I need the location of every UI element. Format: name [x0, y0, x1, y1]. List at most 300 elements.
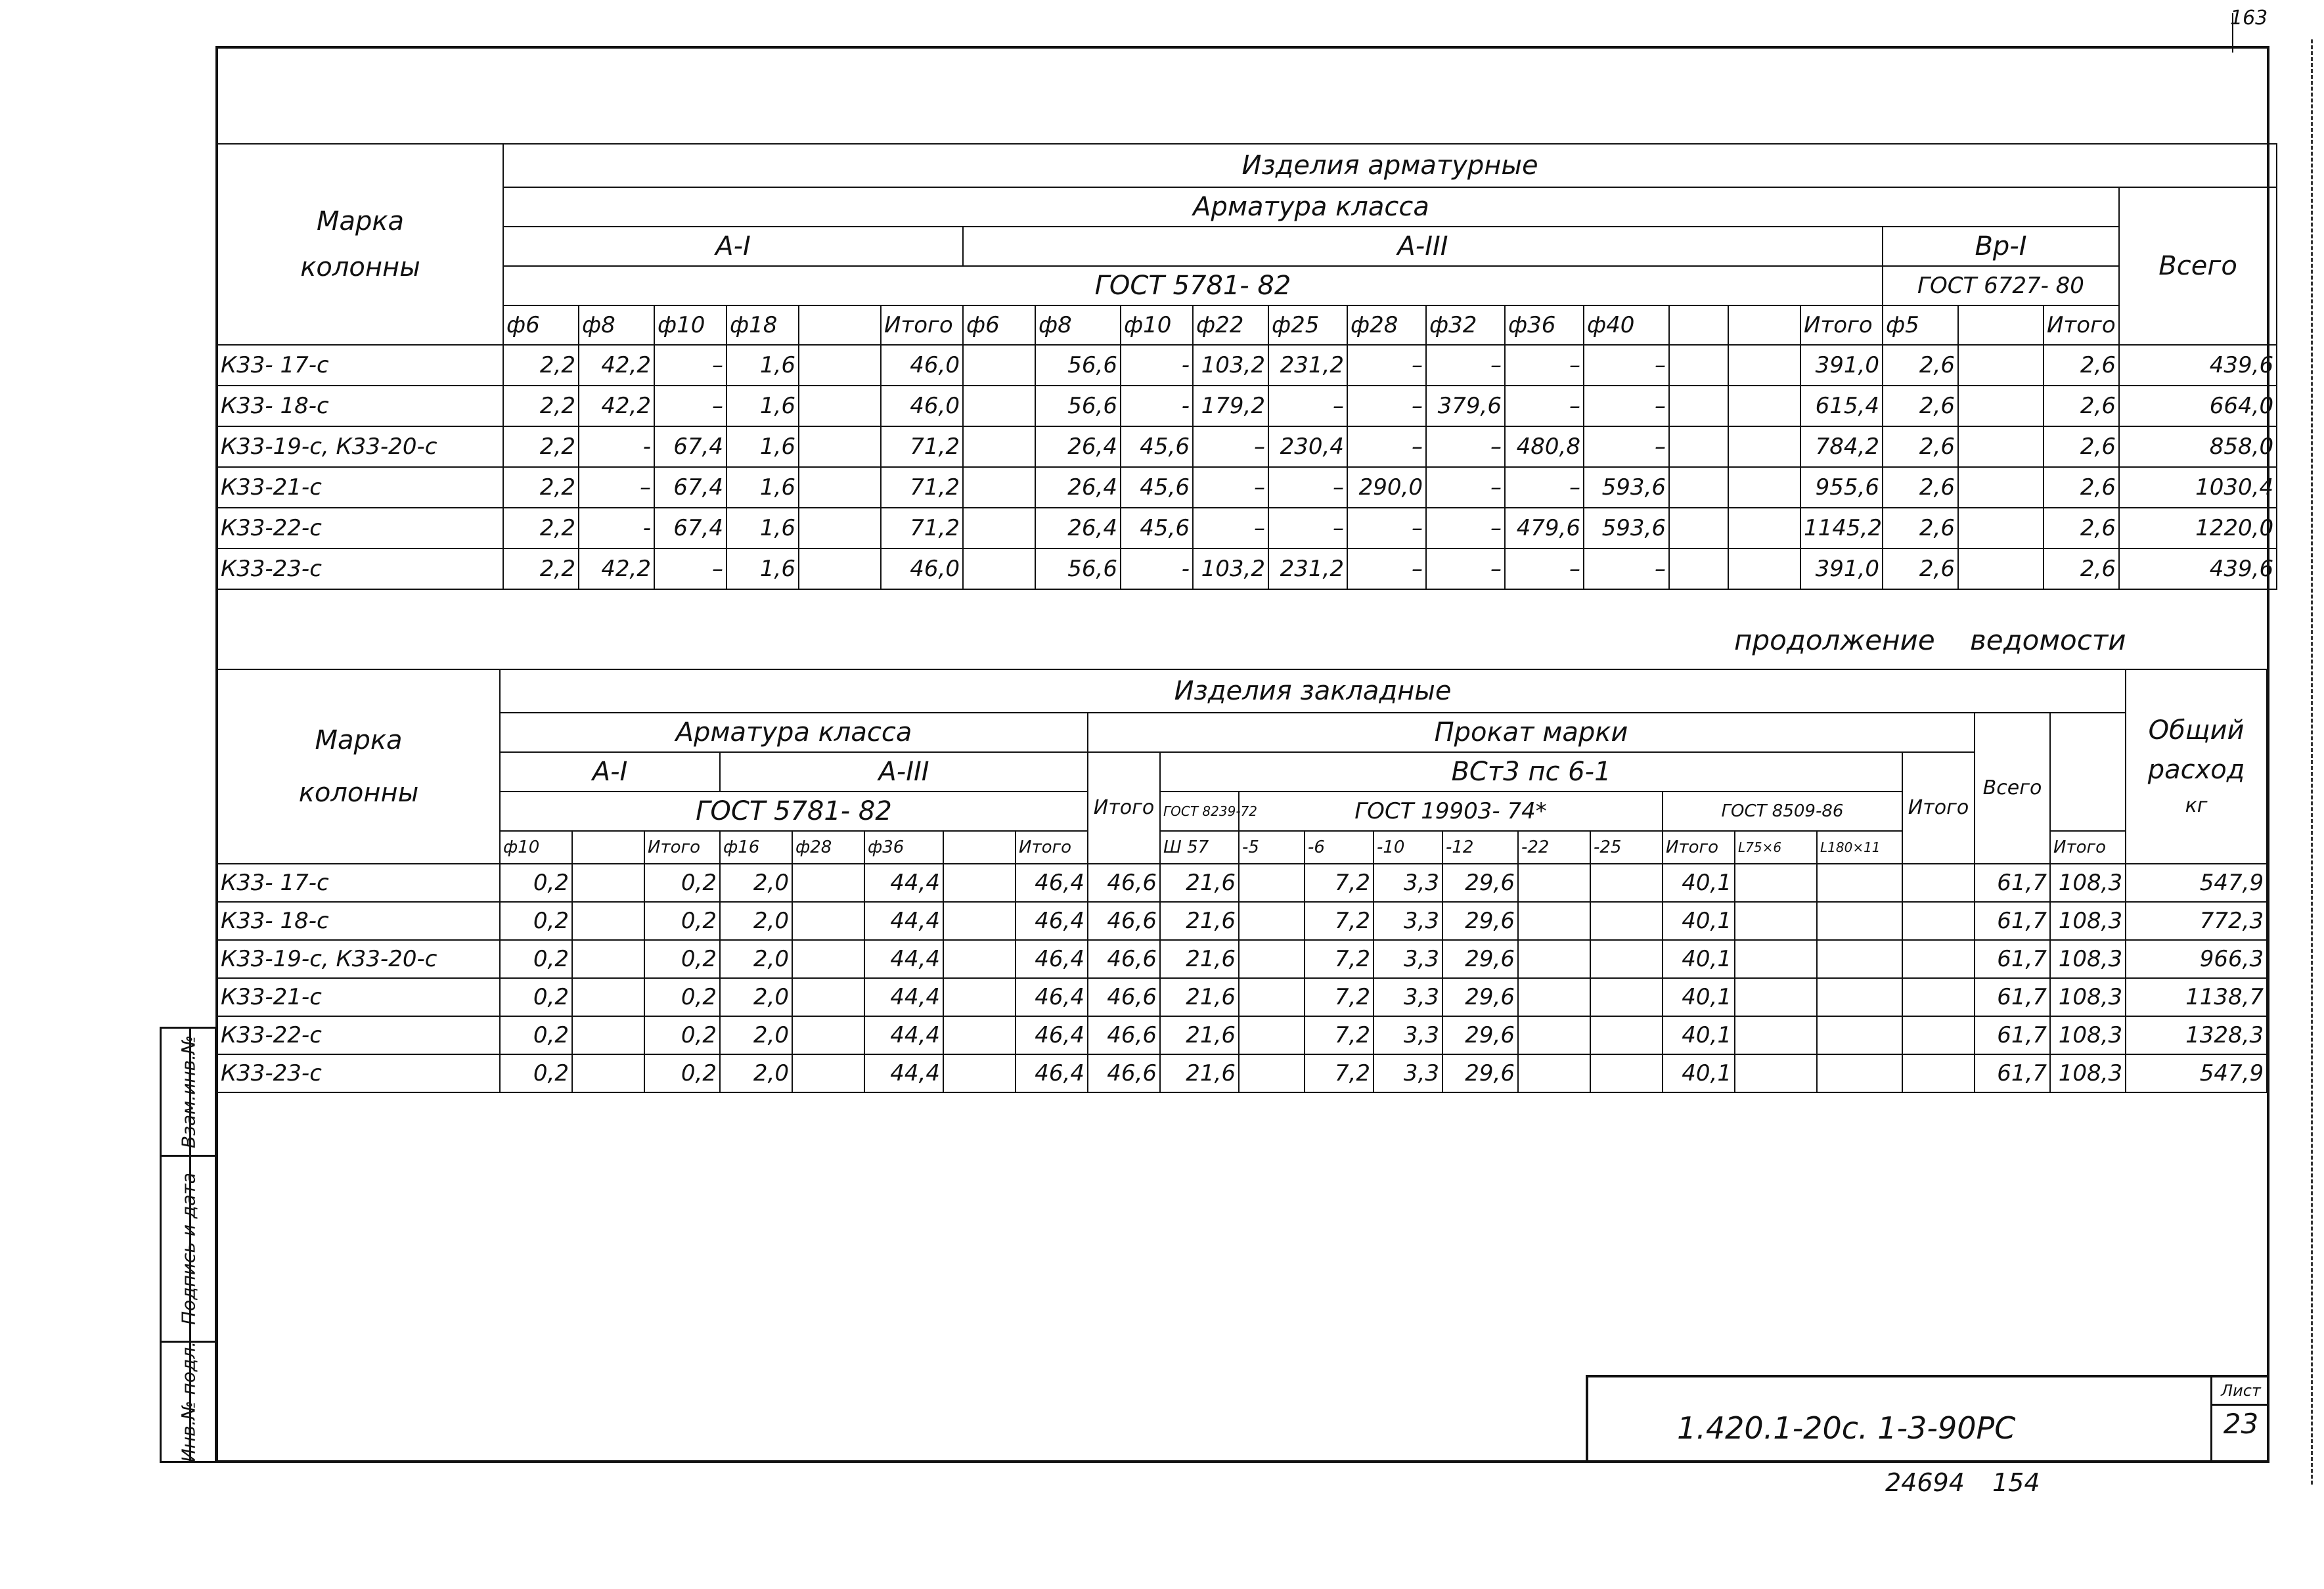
- column-mark-cell: К33- 17-с: [217, 864, 500, 902]
- value-cell: [799, 426, 881, 467]
- value-cell: [1669, 548, 1728, 589]
- t2-armatura-header: Арматура класса: [500, 713, 1088, 752]
- t2-gost-8240: ГОСТ 8239-72: [1160, 792, 1239, 831]
- t2-gost-19903: ГОСТ 19903- 74*: [1239, 792, 1663, 831]
- value-cell: –: [1347, 426, 1426, 467]
- t1-col-header: ф25: [1268, 305, 1347, 345]
- total-cell: 547,9: [2126, 1054, 2267, 1092]
- sheet-number: 23: [2223, 1408, 2259, 1440]
- value-cell: [1590, 902, 1663, 940]
- value-cell: [1518, 1016, 1590, 1054]
- t1-col-header: ф6: [503, 305, 579, 345]
- value-cell: 61,7: [1975, 978, 2050, 1016]
- value-cell: [943, 1016, 1016, 1054]
- value-cell: –: [654, 345, 726, 386]
- value-cell: [572, 864, 644, 902]
- t1-class-a1: А-I: [503, 227, 963, 266]
- total-cell: 1138,7: [2126, 978, 2267, 1016]
- value-cell: 21,6: [1160, 1016, 1239, 1054]
- t2-table-row: [217, 978, 2267, 1016]
- t2-col-header: -22: [1518, 831, 1590, 864]
- value-cell: 1,6: [726, 345, 799, 386]
- t2-col-header: Итого: [1016, 831, 1088, 864]
- t1-mark-header-line2: колонны: [300, 252, 420, 282]
- value-cell: –: [1426, 345, 1505, 386]
- value-cell: [572, 1016, 644, 1054]
- t1-col-header: [1728, 305, 1800, 345]
- value-cell: [1735, 864, 1817, 902]
- total-cell: 439,6: [2119, 548, 2277, 589]
- value-cell: 2,6: [1883, 345, 1958, 386]
- value-cell: -: [1121, 548, 1193, 589]
- value-cell: [943, 864, 1016, 902]
- sheet-box: [2210, 1377, 2269, 1463]
- value-cell: 67,4: [654, 426, 726, 467]
- value-cell: 7,2: [1305, 864, 1374, 902]
- t2-col-header: ф10: [500, 831, 572, 864]
- value-cell: 2,0: [720, 902, 792, 940]
- value-cell: [1518, 902, 1590, 940]
- value-cell: [1669, 386, 1728, 426]
- value-cell: [1735, 1016, 1817, 1054]
- t1-col-header: ф6: [963, 305, 1035, 345]
- t1-col-header: ф28: [1347, 305, 1426, 345]
- t1-col-header: ф8: [1035, 305, 1121, 345]
- t2-table-row: [217, 1016, 2267, 1054]
- continuation-label: продолжение ведомости: [1734, 624, 2126, 656]
- value-cell: 46,6: [1088, 902, 1160, 940]
- value-cell: 29,6: [1442, 1054, 1518, 1092]
- column-mark-cell: К33-21-с: [217, 978, 500, 1016]
- value-cell: [943, 902, 1016, 940]
- value-cell: 7,2: [1305, 1054, 1374, 1092]
- value-cell: 230,4: [1268, 426, 1347, 467]
- value-cell: –: [1426, 467, 1505, 508]
- value-cell: [1239, 1054, 1305, 1092]
- t2-mark-header-line1: Марка: [315, 725, 403, 755]
- value-cell: 7,2: [1305, 940, 1374, 978]
- column-mark-cell: К33-23-с: [217, 548, 503, 589]
- value-cell: [1239, 902, 1305, 940]
- value-cell: 615,4: [1800, 386, 1883, 426]
- value-cell: 40,1: [1663, 902, 1735, 940]
- value-cell: 2,2: [503, 467, 579, 508]
- value-cell: 42,2: [579, 386, 654, 426]
- total-cell: 664,0: [2119, 386, 2277, 426]
- t1-col-header: [1669, 305, 1728, 345]
- t1-gost-b: ГОСТ 6727- 80: [1883, 266, 2119, 305]
- value-cell: –: [1584, 345, 1669, 386]
- value-cell: 2,6: [2044, 426, 2119, 467]
- value-cell: [572, 1054, 644, 1092]
- value-cell: –: [654, 548, 726, 589]
- value-cell: 61,7: [1975, 902, 2050, 940]
- value-cell: 108,3: [2050, 1054, 2126, 1092]
- value-cell: 2,2: [503, 426, 579, 467]
- value-cell: –: [1426, 426, 1505, 467]
- value-cell: 290,0: [1347, 467, 1426, 508]
- t1-col-header: ф18: [726, 305, 799, 345]
- value-cell: [1902, 864, 1975, 902]
- value-cell: 0,2: [644, 864, 720, 902]
- value-cell: 2,6: [1883, 426, 1958, 467]
- value-cell: 26,4: [1035, 508, 1121, 548]
- value-cell: 44,4: [864, 1016, 943, 1054]
- value-cell: 40,1: [1663, 940, 1735, 978]
- value-cell: [1958, 426, 2044, 467]
- value-cell: 0,2: [500, 902, 572, 940]
- value-cell: 1,6: [726, 548, 799, 589]
- value-cell: 44,4: [864, 978, 943, 1016]
- value-cell: 2,2: [503, 548, 579, 589]
- archive-number: 24694 154: [1885, 1468, 2040, 1497]
- value-cell: [943, 940, 1016, 978]
- value-cell: 45,6: [1121, 426, 1193, 467]
- t1-body: [217, 345, 2277, 589]
- value-cell: 46,0: [881, 345, 963, 386]
- value-cell: 0,2: [644, 902, 720, 940]
- value-cell: –: [1505, 548, 1584, 589]
- value-cell: 61,7: [1975, 864, 2050, 902]
- t1-vsego-header: Всего: [2119, 187, 2277, 345]
- value-cell: 21,6: [1160, 978, 1239, 1016]
- value-cell: [1817, 978, 1902, 1016]
- value-cell: 1,6: [726, 508, 799, 548]
- value-cell: [963, 386, 1035, 426]
- value-cell: 108,3: [2050, 978, 2126, 1016]
- value-cell: 44,4: [864, 1054, 943, 1092]
- value-cell: 42,2: [579, 548, 654, 589]
- value-cell: [1590, 864, 1663, 902]
- value-cell: 231,2: [1268, 548, 1347, 589]
- value-cell: –: [654, 386, 726, 426]
- column-mark-cell: К33- 17-с: [217, 345, 503, 386]
- value-cell: [1518, 864, 1590, 902]
- value-cell: 955,6: [1800, 467, 1883, 508]
- value-cell: 29,6: [1442, 864, 1518, 902]
- t2-table-row: [217, 1054, 2267, 1092]
- value-cell: [1902, 940, 1975, 978]
- value-cell: 2,2: [503, 386, 579, 426]
- value-cell: –: [1584, 386, 1669, 426]
- value-cell: [1817, 864, 1902, 902]
- value-cell: 391,0: [1800, 548, 1883, 589]
- value-cell: [792, 864, 864, 902]
- value-cell: –: [1505, 467, 1584, 508]
- side-approval-strip: [160, 1027, 217, 1463]
- value-cell: [572, 902, 644, 940]
- t2-gost-a: ГОСТ 5781- 82: [500, 792, 1088, 831]
- value-cell: 1145,2: [1800, 508, 1883, 548]
- t1-col-header: ф10: [1121, 305, 1193, 345]
- value-cell: –: [1268, 386, 1347, 426]
- value-cell: 61,7: [1975, 1054, 2050, 1092]
- value-cell: 103,2: [1193, 345, 1268, 386]
- embedded-items-table: [217, 669, 2268, 1093]
- total-cell: 1030,4: [2119, 467, 2277, 508]
- value-cell: [1518, 1054, 1590, 1092]
- value-cell: 40,1: [1663, 978, 1735, 1016]
- value-cell: –: [1347, 345, 1426, 386]
- total-cell: 439,6: [2119, 345, 2277, 386]
- value-cell: 21,6: [1160, 1054, 1239, 1092]
- value-cell: [799, 386, 881, 426]
- column-mark-cell: К33-19-с, К33-20-с: [217, 940, 500, 978]
- total-cell: 966,3: [2126, 940, 2267, 978]
- value-cell: [1669, 345, 1728, 386]
- value-cell: [1735, 940, 1817, 978]
- side-label-podpis: Подпись и дата: [177, 1173, 199, 1325]
- column-mark-cell: К33-21-с: [217, 467, 503, 508]
- t2-obshiy-header: [2126, 669, 2267, 864]
- t1-col-header: ф10: [654, 305, 726, 345]
- t2-col-header: Итого: [1663, 831, 1735, 864]
- value-cell: 0,2: [644, 1054, 720, 1092]
- value-cell: 1,6: [726, 467, 799, 508]
- t1-class-bp1: Вр-I: [1883, 227, 2119, 266]
- value-cell: 2,6: [2044, 386, 2119, 426]
- value-cell: [1902, 978, 1975, 1016]
- t1-col-header: Итого: [2044, 305, 2119, 345]
- column-mark-cell: К33- 18-с: [217, 386, 503, 426]
- value-cell: 44,4: [864, 902, 943, 940]
- side-cell-podpis: [162, 1157, 215, 1343]
- value-cell: 0,2: [644, 1016, 720, 1054]
- t2-prokat-header: Прокат марки: [1088, 713, 1975, 752]
- value-cell: 46,4: [1016, 864, 1088, 902]
- value-cell: 29,6: [1442, 940, 1518, 978]
- value-cell: 46,0: [881, 548, 963, 589]
- value-cell: 2,2: [503, 508, 579, 548]
- value-cell: 29,6: [1442, 978, 1518, 1016]
- t2-class-a1: А-I: [500, 752, 720, 792]
- reinforcement-table: [217, 143, 2277, 590]
- value-cell: 2,0: [720, 1054, 792, 1092]
- value-cell: [1728, 467, 1800, 508]
- value-cell: 108,3: [2050, 1016, 2126, 1054]
- t2-itogo-header: Итого: [1088, 752, 1160, 864]
- value-cell: –: [1505, 345, 1584, 386]
- column-mark-cell: К33- 18-с: [217, 902, 500, 940]
- t1-table-row: [217, 508, 2277, 548]
- value-cell: 21,6: [1160, 902, 1239, 940]
- value-cell: 231,2: [1268, 345, 1347, 386]
- value-cell: 44,4: [864, 940, 943, 978]
- value-cell: 391,0: [1800, 345, 1883, 386]
- t1-table-row: [217, 548, 2277, 589]
- t2-vsego-header: Всего: [1975, 713, 2050, 864]
- value-cell: [792, 940, 864, 978]
- value-cell: 46,6: [1088, 978, 1160, 1016]
- t1-col-header: ф40: [1584, 305, 1669, 345]
- value-cell: 67,4: [654, 467, 726, 508]
- value-cell: 108,3: [2050, 940, 2126, 978]
- value-cell: 3,3: [1374, 1054, 1442, 1092]
- value-cell: 45,6: [1121, 508, 1193, 548]
- t2-mark-header: [217, 669, 500, 864]
- value-cell: 46,4: [1016, 978, 1088, 1016]
- value-cell: [1728, 426, 1800, 467]
- t2-itogo2-header: Итого: [1902, 752, 1975, 864]
- value-cell: 2,0: [720, 864, 792, 902]
- value-cell: 44,4: [864, 864, 943, 902]
- value-cell: 784,2: [1800, 426, 1883, 467]
- value-cell: [1735, 902, 1817, 940]
- column-mark-cell: К33-19-с, К33-20-с: [217, 426, 503, 467]
- column-mark-cell: К33-22-с: [217, 1016, 500, 1054]
- t2-table-row: [217, 864, 2267, 902]
- value-cell: [963, 467, 1035, 508]
- t1-col-header: ф5: [1883, 305, 1958, 345]
- value-cell: –: [1347, 386, 1426, 426]
- value-cell: 2,6: [1883, 386, 1958, 426]
- value-cell: –: [1584, 548, 1669, 589]
- t2-obshiy-line3: кг: [2185, 794, 2208, 817]
- value-cell: [963, 426, 1035, 467]
- value-cell: 71,2: [881, 508, 963, 548]
- right-margin-marks: [2311, 39, 2314, 1485]
- value-cell: [943, 1054, 1016, 1092]
- value-cell: 179,2: [1193, 386, 1268, 426]
- value-cell: –: [1268, 508, 1347, 548]
- value-cell: 46,4: [1016, 902, 1088, 940]
- t1-col-header: ф32: [1426, 305, 1505, 345]
- value-cell: [963, 508, 1035, 548]
- t1-table-row: [217, 345, 2277, 386]
- value-cell: [1817, 940, 1902, 978]
- t2-table-row: [217, 940, 2267, 978]
- value-cell: [792, 1054, 864, 1092]
- side-cell-inv: [162, 1343, 215, 1461]
- value-cell: 2,6: [2044, 467, 2119, 508]
- value-cell: [963, 345, 1035, 386]
- value-cell: –: [1426, 548, 1505, 589]
- t2-col-header: Ш 57: [1160, 831, 1239, 864]
- value-cell: –: [1347, 548, 1426, 589]
- value-cell: 46,6: [1088, 940, 1160, 978]
- t2-col-header: L180×11: [1817, 831, 1902, 864]
- value-cell: –: [1193, 467, 1268, 508]
- value-cell: [963, 548, 1035, 589]
- value-cell: [1735, 978, 1817, 1016]
- value-cell: -: [579, 508, 654, 548]
- value-cell: 2,6: [1883, 508, 1958, 548]
- t1-column-headers: [217, 305, 2277, 345]
- value-cell: 0,2: [500, 1016, 572, 1054]
- value-cell: 21,6: [1160, 940, 1239, 978]
- value-cell: 26,4: [1035, 426, 1121, 467]
- t1-col-header: ф22: [1193, 305, 1268, 345]
- value-cell: 56,6: [1035, 386, 1121, 426]
- t1-gost-a: ГОСТ 5781- 82: [503, 266, 1883, 305]
- value-cell: 1,6: [726, 386, 799, 426]
- t1-col-header: [799, 305, 881, 345]
- value-cell: [1669, 426, 1728, 467]
- value-cell: [1817, 1054, 1902, 1092]
- value-cell: [572, 978, 644, 1016]
- value-cell: –: [1584, 426, 1669, 467]
- value-cell: –: [1347, 508, 1426, 548]
- t1-mark-header: [217, 144, 503, 345]
- value-cell: 7,2: [1305, 978, 1374, 1016]
- value-cell: [1817, 1016, 1902, 1054]
- t2-col-header: Итого: [644, 831, 720, 864]
- value-cell: 103,2: [1193, 548, 1268, 589]
- value-cell: 29,6: [1442, 902, 1518, 940]
- value-cell: [1239, 864, 1305, 902]
- value-cell: [1902, 1054, 1975, 1092]
- value-cell: 7,2: [1305, 1016, 1374, 1054]
- t2-body: [217, 864, 2267, 1092]
- value-cell: –: [1193, 426, 1268, 467]
- t1-col-header: ф36: [1505, 305, 1584, 345]
- value-cell: 46,6: [1088, 864, 1160, 902]
- t1-table-row: [217, 386, 2277, 426]
- side-cell-vzam: [162, 1029, 215, 1157]
- value-cell: [1817, 902, 1902, 940]
- value-cell: 2,6: [1883, 467, 1958, 508]
- value-cell: 0,2: [500, 940, 572, 978]
- value-cell: 3,3: [1374, 978, 1442, 1016]
- total-cell: 858,0: [2119, 426, 2277, 467]
- value-cell: [1958, 548, 2044, 589]
- value-cell: 593,6: [1584, 508, 1669, 548]
- value-cell: [792, 902, 864, 940]
- value-cell: [1669, 508, 1728, 548]
- value-cell: 67,4: [654, 508, 726, 548]
- value-cell: [792, 978, 864, 1016]
- value-cell: 46,6: [1088, 1054, 1160, 1092]
- t2-table-row: [217, 902, 2267, 940]
- t2-mark-header-line2: колонны: [298, 778, 419, 808]
- value-cell: [799, 548, 881, 589]
- value-cell: 2,0: [720, 940, 792, 978]
- value-cell: [1728, 508, 1800, 548]
- value-cell: 593,6: [1584, 467, 1669, 508]
- value-cell: 7,2: [1305, 902, 1374, 940]
- value-cell: [1239, 1016, 1305, 1054]
- t2-col-header: L75×6: [1735, 831, 1817, 864]
- t2-steel-header: ВСт3 пс 6-1: [1160, 752, 1902, 792]
- column-mark-cell: К33-22-с: [217, 508, 503, 548]
- t2-col-header: -6: [1305, 831, 1374, 864]
- value-cell: 2,6: [2044, 548, 2119, 589]
- value-cell: 2,6: [2044, 345, 2119, 386]
- t2-izdeliya-header: Изделия закладные: [500, 669, 2126, 713]
- t1-armatura-header: Арматура класса: [503, 187, 2119, 227]
- document-code: 1.420.1-20с. 1-3-90РС: [1677, 1410, 2016, 1446]
- sheet-label: Лист: [2212, 1377, 2269, 1406]
- t1-class-a3: А-III: [963, 227, 1883, 266]
- value-cell: 2,2: [503, 345, 579, 386]
- total-cell: 547,9: [2126, 864, 2267, 902]
- column-mark-cell: К33-23-с: [217, 1054, 500, 1092]
- value-cell: –: [1268, 467, 1347, 508]
- value-cell: [1958, 345, 2044, 386]
- t2-col-header: ф16: [720, 831, 792, 864]
- t1-col-header: [1958, 305, 2044, 345]
- t2-col-header: [943, 831, 1016, 864]
- value-cell: [1735, 1054, 1817, 1092]
- total-cell: 1328,3: [2126, 1016, 2267, 1054]
- value-cell: 2,6: [1883, 548, 1958, 589]
- value-cell: [1518, 940, 1590, 978]
- value-cell: 0,2: [500, 978, 572, 1016]
- value-cell: 71,2: [881, 426, 963, 467]
- value-cell: 71,2: [881, 467, 963, 508]
- t1-mark-header-line1: Марка: [316, 206, 405, 236]
- value-cell: [792, 1016, 864, 1054]
